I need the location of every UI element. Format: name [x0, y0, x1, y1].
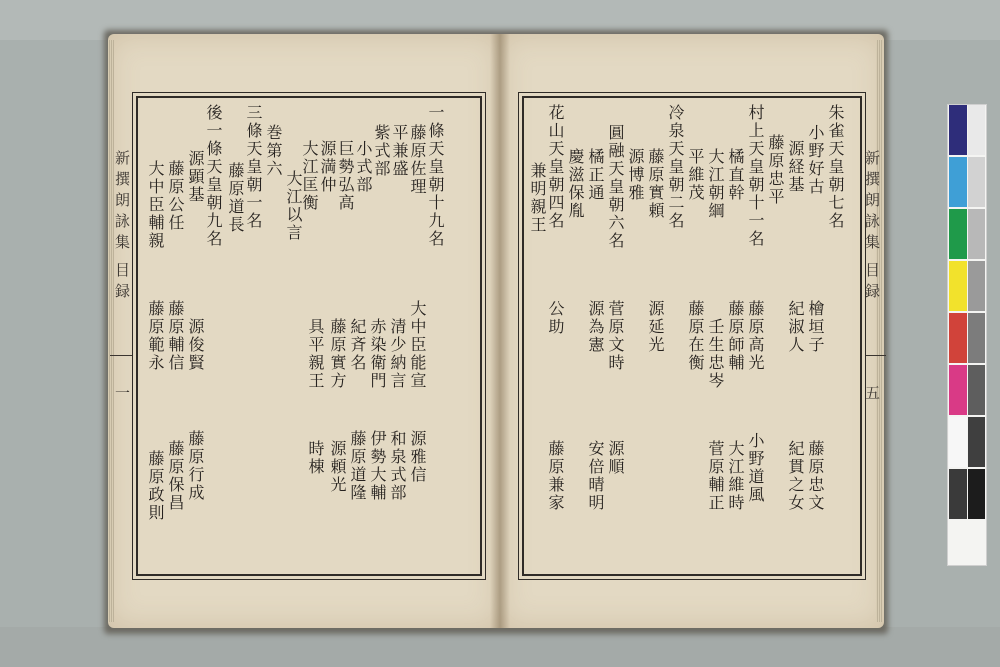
- text-column: 源頼光: [328, 440, 347, 494]
- text-column: 藤原公任: [166, 160, 185, 232]
- text-column: 源雅信: [408, 430, 427, 484]
- text-column: 藤原輔信: [166, 300, 185, 372]
- text-column: 村上天皇朝十一名: [746, 104, 765, 248]
- text-column: 大江朝綱: [706, 148, 725, 220]
- left-margin-divider: [110, 355, 136, 356]
- color-swatch: [949, 417, 967, 467]
- text-column: 兼明親王: [528, 162, 547, 234]
- gray-swatch: [968, 365, 985, 415]
- text-column: 藤原忠文: [806, 440, 825, 512]
- text-column: 具平親王: [306, 318, 325, 390]
- text-column: 時棟: [306, 440, 325, 476]
- text-column: 平兼盛: [390, 124, 409, 178]
- text-column: 小式部: [354, 140, 373, 194]
- text-column: 藤原實方: [328, 318, 347, 390]
- left-margin-title: 新撰朗詠集: [113, 150, 131, 255]
- text-column: 圓融天皇朝六名: [606, 124, 625, 250]
- text-column: 一條天皇朝十九名: [426, 104, 445, 248]
- text-column: 後一條天皇朝九名: [204, 104, 223, 248]
- color-swatch: [949, 365, 967, 415]
- book-gutter: [490, 34, 510, 628]
- text-column: 源為憲: [586, 300, 605, 354]
- text-column: 源俊賢: [186, 318, 205, 372]
- text-column: 公助: [546, 300, 565, 336]
- text-column: 赤染衛門: [368, 318, 387, 390]
- text-column: 檜垣子: [806, 300, 825, 354]
- text-column: 源顕基: [186, 150, 205, 204]
- text-column: 源経基: [786, 140, 805, 194]
- gray-swatch: [968, 469, 985, 519]
- text-column: 小野道風: [746, 432, 765, 504]
- text-column: 藤原兼家: [546, 440, 565, 512]
- text-column: 和泉式部: [388, 430, 407, 502]
- text-column: 壬生忠岑: [706, 318, 725, 390]
- text-column: 紀貫之女: [786, 440, 805, 512]
- text-column: 朱雀天皇朝七名: [826, 104, 845, 230]
- text-column: 花山天皇朝四名: [546, 104, 565, 230]
- gray-swatch: [968, 157, 985, 207]
- color-swatch: [949, 157, 967, 207]
- text-column: 藤原在衡: [686, 300, 705, 372]
- text-column: 藤原範永: [146, 300, 165, 372]
- text-column: 大江匡衡: [300, 140, 319, 212]
- text-column: 清少納言: [388, 318, 407, 390]
- text-column: 源満仲: [318, 140, 337, 194]
- text-column: 平維茂: [686, 148, 705, 202]
- text-column: 巻第六: [264, 124, 283, 178]
- text-column: 伊勢大輔: [368, 430, 387, 502]
- text-column: 紀淑人: [786, 300, 805, 354]
- text-column: 藤原師輔: [726, 300, 745, 372]
- right-margin-divider: [860, 355, 886, 356]
- gray-swatch: [968, 261, 985, 311]
- gray-swatch: [968, 313, 985, 363]
- text-column: 藤原政則: [146, 450, 165, 522]
- right-margin-title: 新撰朗詠集: [863, 150, 881, 255]
- color-swatch: [949, 105, 967, 155]
- text-column: 菅原輔正: [706, 440, 725, 512]
- text-column: 大中臣輔親: [146, 160, 165, 250]
- text-column: 小野好古: [806, 124, 825, 196]
- text-column: 藤原保昌: [166, 440, 185, 512]
- text-column: 大江以言: [284, 170, 303, 242]
- text-column: 冷泉天皇朝二名: [666, 104, 685, 230]
- text-column: 藤原佐理: [408, 124, 427, 196]
- gray-swatch: [968, 417, 985, 467]
- left-margin-section: 目録: [113, 262, 131, 304]
- text-column: 藤原實頼: [646, 148, 665, 220]
- text-column: 源順: [606, 440, 625, 476]
- text-column: 菅原文時: [606, 300, 625, 372]
- text-column: 大中臣能宣: [408, 300, 427, 390]
- text-column: 巨勢弘高: [336, 140, 355, 212]
- gray-swatch: [968, 209, 985, 259]
- text-column: 安倍晴明: [586, 440, 605, 512]
- left-margin-number: 一: [113, 385, 131, 406]
- color-swatch: [949, 469, 967, 519]
- text-column: 三條天皇朝一名: [244, 104, 263, 230]
- left-page-edge: [108, 40, 114, 622]
- text-column: 源博雅: [626, 148, 645, 202]
- color-calibration-card: [947, 104, 987, 566]
- text-column: 慶滋保胤: [566, 148, 585, 220]
- text-column: 源延光: [646, 300, 665, 354]
- color-swatch: [949, 209, 967, 259]
- text-column: 大江維時: [726, 440, 745, 512]
- text-column: 橘直幹: [726, 148, 745, 202]
- text-column: 藤原忠平: [766, 134, 785, 206]
- text-column: 橘正通: [586, 148, 605, 202]
- text-column: 藤原道長: [226, 162, 245, 234]
- text-column: 藤原高光: [746, 300, 765, 372]
- text-column: 藤原道隆: [348, 430, 367, 502]
- right-page-edge: [876, 40, 882, 622]
- text-column: 藤原行成: [186, 430, 205, 502]
- right-margin-number: 五: [863, 385, 881, 406]
- text-column: 紫式部: [372, 124, 391, 178]
- color-swatch: [949, 261, 967, 311]
- right-margin-section: 目録: [863, 262, 881, 304]
- color-swatch: [949, 313, 967, 363]
- text-column: 紀斉名: [348, 318, 367, 372]
- gray-swatch: [968, 105, 985, 155]
